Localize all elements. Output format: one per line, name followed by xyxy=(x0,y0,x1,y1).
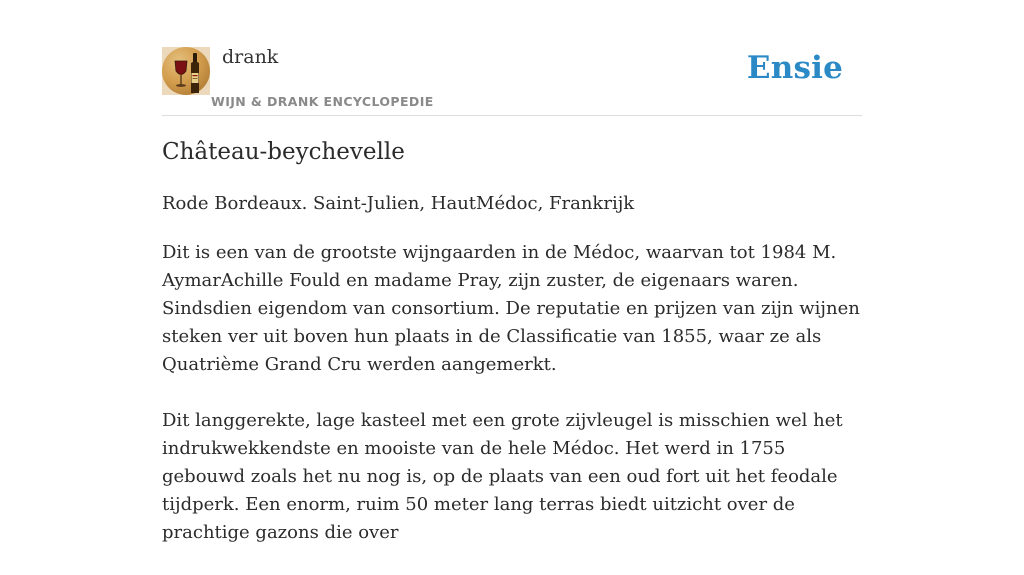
page-title: Château-beychevelle xyxy=(162,139,405,165)
site-tagline: WIJN & DRANK ENCYCLOPEDIE xyxy=(211,94,434,109)
site-name[interactable]: drank xyxy=(222,46,279,68)
article-subtitle: Rode Bordeaux. Saint-Julien, HautMédoc, Frankrijk xyxy=(162,193,635,214)
article-body xyxy=(162,239,867,575)
brand-logo[interactable]: Ensie xyxy=(746,50,843,86)
article-paragraph: Dit langgerekte, lage kasteel met een grote zijvleugel is misschien wel het indrukwekkendste en mooiste van de hele Médoc. Het werd in 1755 gebouwd zoals het nu nog is, op de plaats van een oud fort uit het feodale tijdperk. Een enorm, ruim 50 meter lang terras biedt uitzicht over de prachtige gazons die over xyxy=(162,410,843,543)
article-paragraph: Dit is een van de grootste wijngaarden in de Médoc, waarvan tot 1984 M. AymarAchille Fould en madame Pray, zijn zuster, de eigenaars waren. Sindsdien eigendom van consortium. De reputatie en prijzen van zijn wijnen steken ver uit boven hun plaats in de Classificatie van 1855, waar ze als Quatrième Grand Cru werden aangemerkt. xyxy=(162,242,860,375)
page-container xyxy=(162,0,862,543)
wine-bottle-glass-icon[interactable] xyxy=(162,47,210,95)
site-header xyxy=(162,0,862,116)
